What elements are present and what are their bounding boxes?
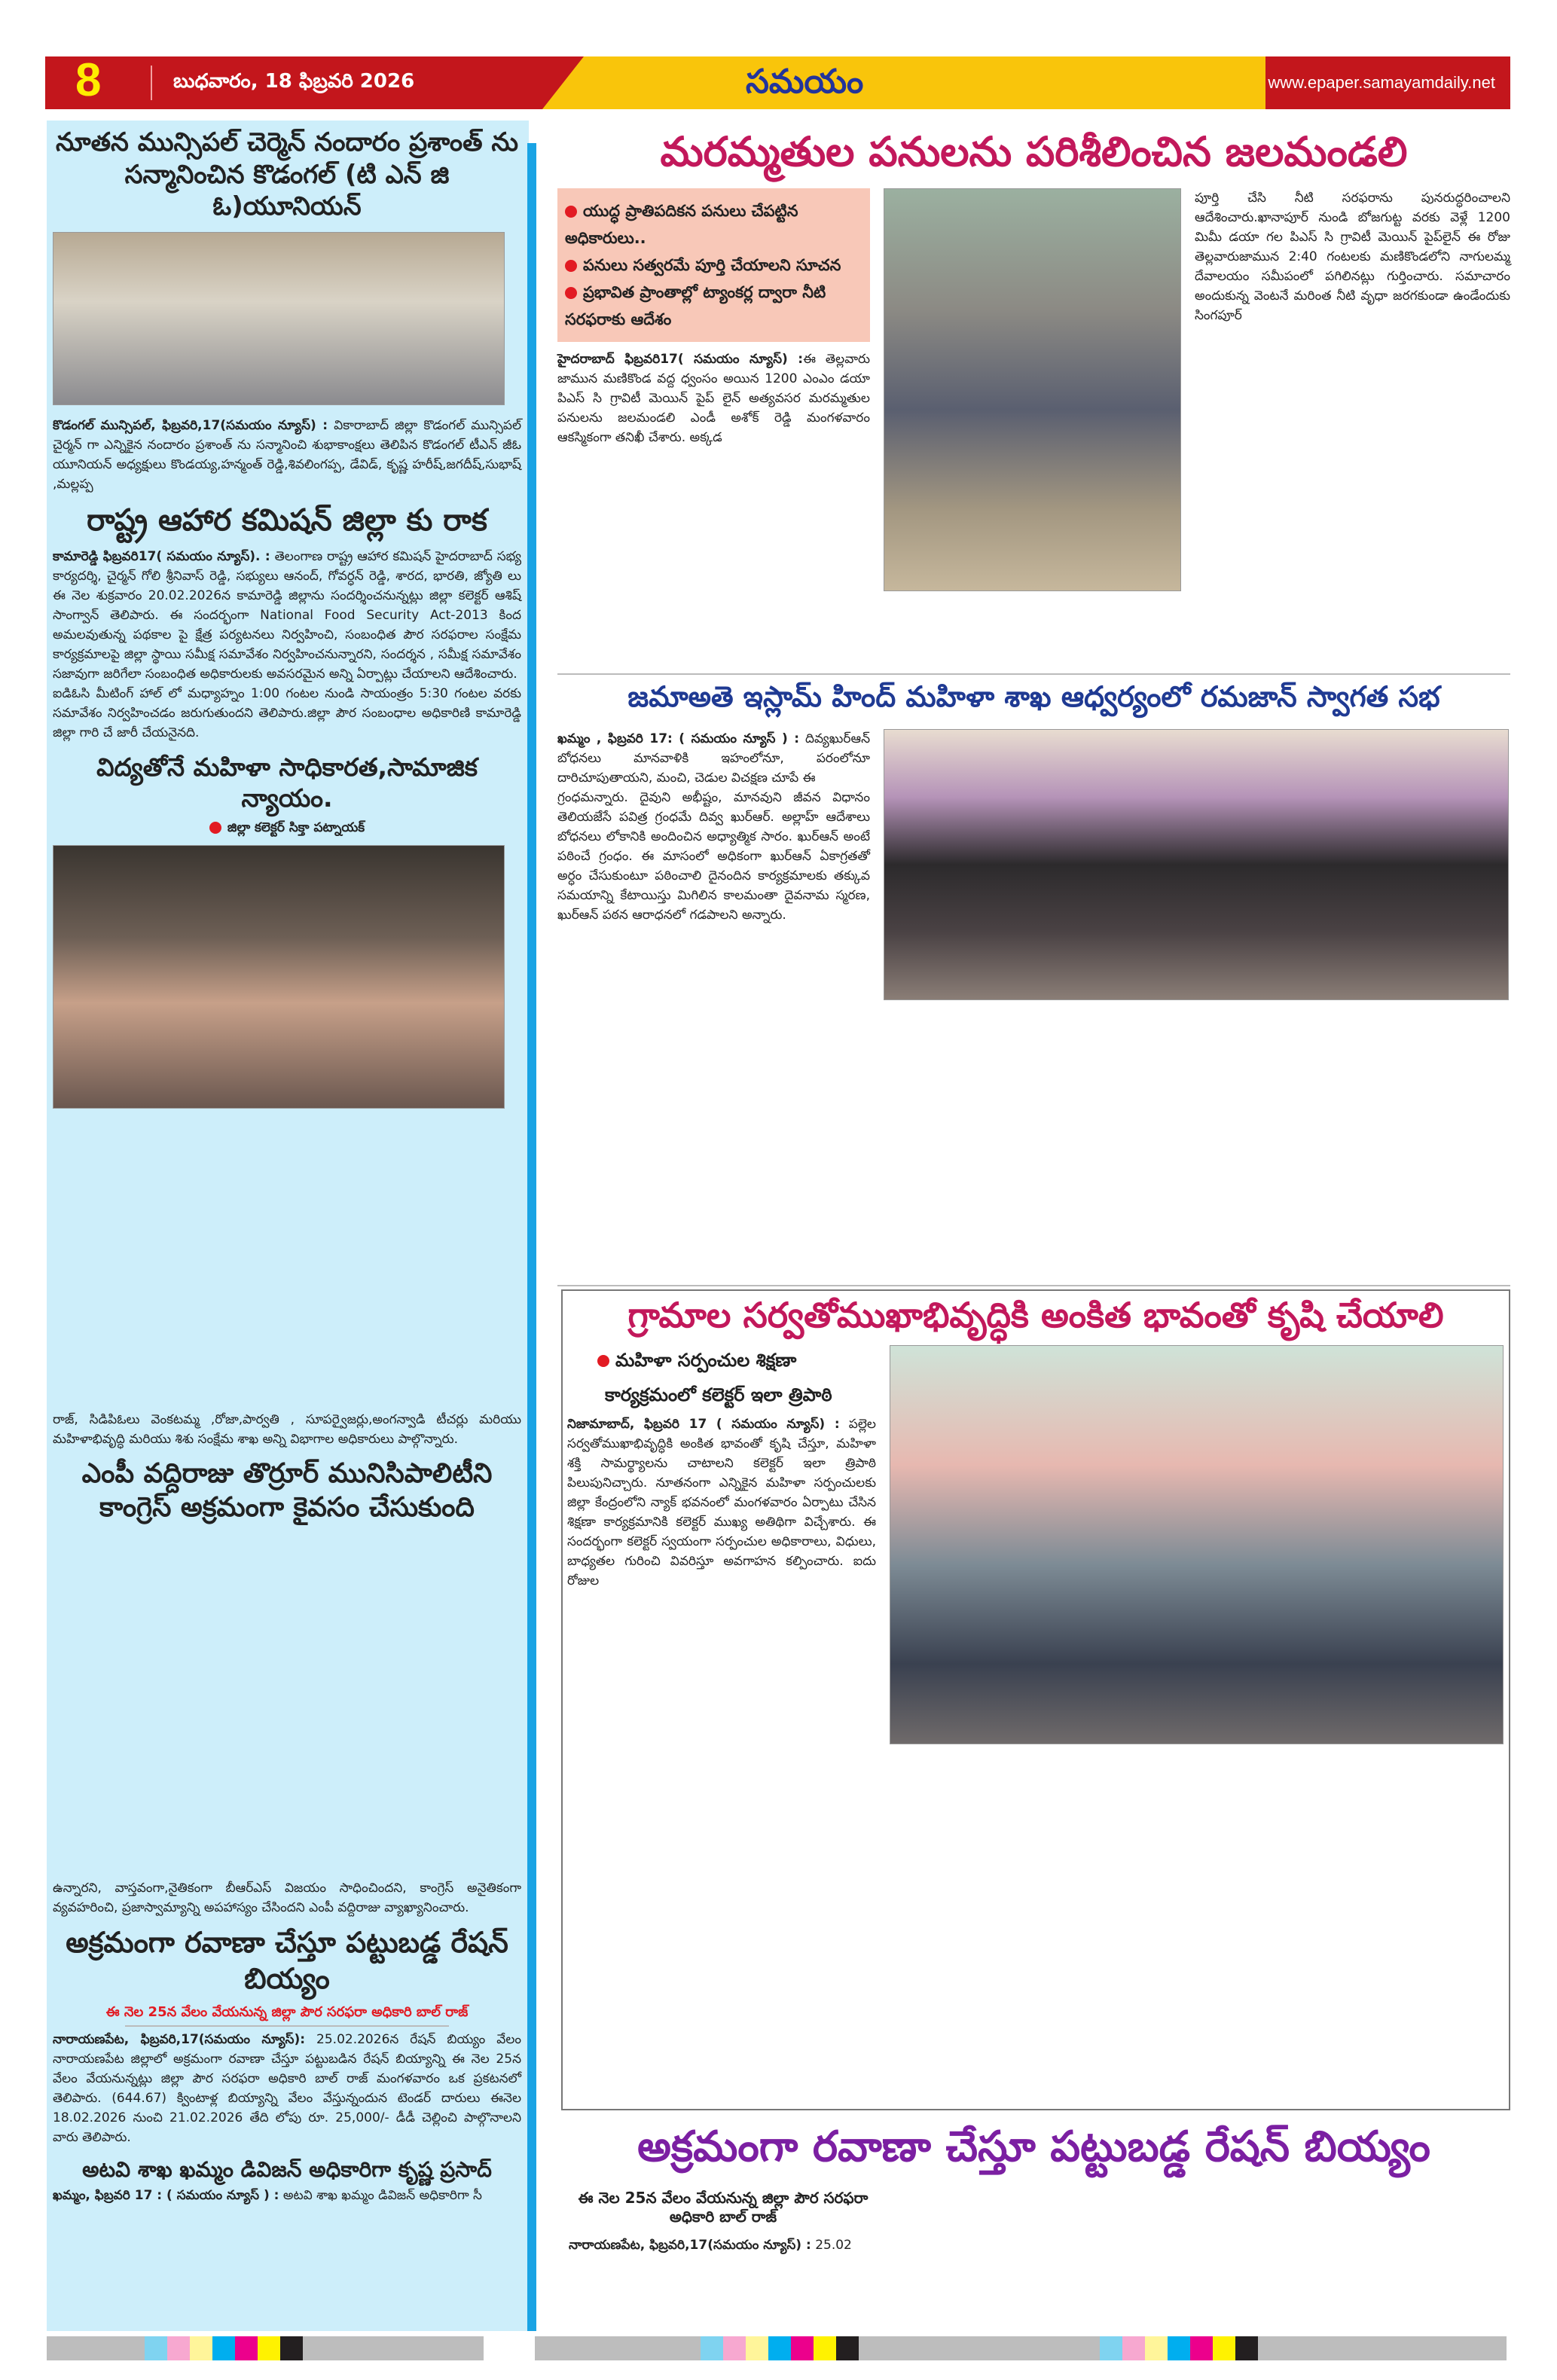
headline: జమాఅతె ఇస్లామ్ హింద్ మహిళా శాఖ ఆధ్వర్యంలో రమజాన్ స్వాగత సభ bbox=[627, 680, 1440, 713]
highlight-text: ప్రభావిత ప్రాంతాల్లో ట్యాంకర్ల ద్వారా నీటి సరఫరాకు ఆదేశం bbox=[565, 282, 826, 328]
article-box bbox=[561, 1289, 1510, 2110]
body-text: తెలంగాణ రాష్ట్ర ఆహార కమిషన్ హైదరాబాద్ సభ్య కార్యదర్శి, చైర్మన్ గోలి శ్రీనివాస్ రెడ్డి, సభ్యులు ఆనంద్, గోవర్ధన్ రెడ్డి, శారద, భారతి, జ్యోతి లు ఈ నెల శుక్రవారం 20.02.2026న కామారెడ్డి జిల్లాను సందర్శించనున్నట్లు జిల్లా కలెక్టర్ ఆశిష్ సాంగ్వాన్ తెలిపారు. ఈ సందర్భంగా National Food Security Act-2013 కింద అమలవుతున్న పథకాల పై క్షేత్ర పర్యటనలు నిర్వహించి, సంబంధిత పౌర సరఫరాల సంక్షేమ కార్యక్రమాలపై జిల్లా స్థాయి సమీక్ష సమావేశం నిర్వహించనున్నారని, సందర్శన , సమీక్ష సమావేశం సజావుగా జరిగేలా సంబంధిత అధికారులకు అవసరమైన అన్ని ఏర్పాట్లు చేయాలని ఆదేశించారు. bbox=[53, 548, 522, 682]
divider bbox=[557, 1285, 1510, 1286]
byline bbox=[53, 818, 521, 838]
article bbox=[557, 2121, 1510, 2255]
body-text: 25.02.2026న రేషన్ బియ్యం వేలం నారాయణపేట జిల్లాలో అక్రమంగా రవాణా చేస్తూ పట్టుబడిన రేషన్ బియ్యాన్ని ఈ నెల 25న వేలం వేయనున్నట్లు జిల్లా పౌర సరఫరా అధికారి బాల్ రాజ్ మంగళవారం ఒక ప్రకటనలో తెలిపారు. (644.67) క్వింటాళ్ల బియ్యాన్ని వేలం వేస్తున్నందున టెండర్ దారులు ఈనెల 18.02.2026 నుంచి 21.02.2026 తేది లోపు రూ. 25,000/- డీడీ చెల్లించి పాల్గొనాలని వారు తెలిపారు. bbox=[53, 2032, 521, 2145]
article-body bbox=[557, 349, 870, 447]
dateline: ఖమ్మం, ఫిబ్రవరి 17 : ( సమయం న్యూస్ ) : bbox=[53, 2188, 279, 2203]
body-text: దివ్యఖుర్ఆన్ బోధనలు మానవాళికి ఇహంలోనూ, పరంలోనూ దారిచూపుతాయని, మంచి, చెడుల విచక్షణ చూపే ఈ bbox=[557, 731, 871, 786]
headline: అక్రమంగా రవాణా చేస్తూ పట్టుబడ్డ రేషన్ బియ్యం bbox=[637, 2122, 1430, 2171]
print-color-bar bbox=[47, 2336, 484, 2360]
highlight-item bbox=[565, 197, 862, 252]
highlights-box bbox=[557, 188, 870, 342]
left-column-content bbox=[53, 127, 521, 2205]
article-body bbox=[53, 2186, 521, 2205]
dateline: ఖమ్మం , ఫిబ్రవరి 17: ( సమయం న్యూస్ ) : bbox=[557, 731, 800, 746]
article-body: ఉన్నారని, వాస్తవంగా,నైతికంగా బీఆర్ఎస్ విజయం సాధించిందని, కాంగ్రెస్ అనైతికంగా వ్యవహరించి, ప్రజాస్వామ్యాన్ని అపహాస్యం చేసిందని ఎంపీ వద్దిరాజు వ్యాఖ్యానించారు. bbox=[53, 1881, 521, 1915]
page-number: 8 bbox=[75, 56, 102, 106]
article-body bbox=[53, 2030, 521, 2147]
photo-collector-event bbox=[53, 845, 505, 1109]
subheadline-text: మహిళా సర్పంచుల శిక్షణా bbox=[615, 1349, 797, 1371]
headline: విద్యతోనే మహిళా సాధికారత,సామాజిక న్యాయం. bbox=[96, 752, 478, 813]
main-content bbox=[557, 127, 1510, 2255]
masthead-yellow-band bbox=[542, 56, 1265, 109]
dateline: నారాయణపేట, ఫిబ్రవరి,17(సమయం న్యూస్) : bbox=[569, 2238, 811, 2253]
article-body bbox=[557, 729, 870, 925]
photo-pipeline-inspection bbox=[884, 188, 1181, 591]
headline: గ్రామాల సర్వతోముఖాభివృద్ధికి అంకిత భావంతో కృషి చేయాలి bbox=[627, 1295, 1444, 1335]
bullet-icon bbox=[565, 260, 577, 272]
article-body: పూర్తి చేసి నీటి సరఫరాను పునరుద్ధరించాలని ఆదేశించారు.ఖానాపూర్ నుండి బోజగుట్ట వరకు వెళ్లే 1200 మిమీ డయా గల పిఎస్ సి గ్రావిటీ మెయిన్ పైప్‌లైన్ ఈ రోజు తెల్లవారుజామున 2:40 గంటలకు మణికొండలోని నాగులమ్మ దేవాలయం సమీపంలో పగిలినట్లు గుర్తించారు. సమాచారం అందుకున్న వెంటనే మరింత నీటి వృధా జరగకుండా ఉండేందుకు సింగపూర్ bbox=[1195, 190, 1510, 323]
subheadline bbox=[567, 1345, 876, 1375]
dateline: కొడంగల్ మున్సిపల్, ఫిబ్రవరి,17(సమయం న్యూస్) : bbox=[53, 417, 328, 433]
highlight-text: యుద్ధ ప్రాతిపదికన పనులు చేపట్టిన అధికారులు.. bbox=[565, 201, 798, 247]
bullet-icon bbox=[209, 822, 221, 834]
divider bbox=[557, 673, 1510, 675]
body-text: 25.02 bbox=[815, 2238, 852, 2253]
epaper-url[interactable]: www.epaper.samayamdaily.net bbox=[1268, 73, 1495, 92]
subheadline: ఈ నెల 25న వేలం వేయనున్న జిల్లా పౌర సరఫరా అధికారి బాల్ రాజ్ bbox=[578, 2189, 869, 2226]
subheadline: ఈ నెల 25న వేలం వేయనున్న జిల్లా పౌర సరఫరా అధికారి బాల్ రాజ్ bbox=[105, 2004, 469, 2020]
body-text: ఐడిఓసి మీటింగ్ హాల్ లో మధ్యాహ్నం 1:00 గంటల నుండి సాయంత్రం 5:30 గంటల వరకు సమావేశం నిర్వహించడం జరుగుతుందని తెలిపారు.జిల్లా పౌర సంబంధాల అధికారిణి కామారెడ్డి జిల్లా గారి చే జారీ చేయనైనది. bbox=[53, 685, 521, 740]
body-text: ఈ తెల్లవారు జామున మణికొండ వద్ద ధ్వంసం అయిన 1200 ఎంఎం డయా పిఎస్ సి గ్రావిటీ మెయిన్ పైప్ లైన్ అత్యవసర మరమ్మతుల పనులను జలమండలి ఎండీ అశోక్ రెడ్డి మంగళవారం ఆకస్మికంగా తనిఖీ చేశారు. అక్కడ bbox=[557, 351, 870, 445]
dateline: నారాయణపేట, ఫిబ్రవరి,17(సమయం న్యూస్): bbox=[53, 2032, 306, 2047]
highlight-text: పనులు సత్వరమే పూర్తి చేయాలని సూచన bbox=[583, 255, 841, 274]
photo-sarpanch-training bbox=[890, 1345, 1504, 1744]
body-text: అటవి శాఖ ఖమ్మం డివిజన్ అధికారిగా సీ bbox=[282, 2188, 482, 2203]
article-body bbox=[569, 2235, 878, 2255]
divider bbox=[125, 2025, 449, 2027]
headline: నూతన మున్సిపల్ చెర్మెన్ నందారం ప్రశాంత్ ను సన్మానించిన కొడంగల్ (టి ఎన్ జి ఓ)యూనియన్ bbox=[56, 127, 518, 221]
masthead-bar bbox=[45, 56, 1510, 109]
headline: మరమ్మతుల పనులను పరిశీలించిన జలమండలి bbox=[660, 128, 1408, 175]
headline: అక్రమంగా రవాణా చేస్తూ పట్టుబడ్డ రేషన్ బియ్యం bbox=[66, 1926, 508, 1995]
byline-text: జిల్లా కలెక్టర్ సిక్తా పట్నాయక్ bbox=[227, 820, 365, 835]
headline: ఎంపీ వద్దిరాజు తొర్రూర్ మునిసిపాలిటీని కాంగ్రెస్ అక్రమంగా కైవసం చేసుకుంది bbox=[81, 1458, 493, 1523]
issue-date: బుధవారం, 18 ఫిబ్రవరి 2026 bbox=[173, 70, 415, 93]
bullet-icon bbox=[565, 287, 577, 299]
column-accent-bar bbox=[527, 143, 536, 2331]
article-body bbox=[567, 1414, 876, 1591]
headline: అటవి శాఖ ఖమ్మం డివిజన్ అధికారిగా కృష్ణ ప్రసాద్ bbox=[82, 2157, 492, 2182]
subheadline: కార్యక్రమంలో కలెక్టర్ ఇలా త్రిపాఠి bbox=[605, 1384, 832, 1405]
article-body: రాజ్, సిడిపిఓలు వెంకటమ్మ ,రోజా,పార్వతి , సూపర్వైజర్లు,అంగన్వాడి టీచర్లు మరియు మహిళాభివృద్ధి మరియు శిశు సంక్షేమ శాఖ అన్ని విభాగాల అధికారులు పాల్గొన్నారు. bbox=[53, 1412, 521, 1447]
photo-union-felicitation bbox=[53, 232, 505, 405]
article bbox=[557, 679, 1510, 1282]
article-body bbox=[53, 547, 521, 743]
headline: రాష్ట్ర ఆహార కమిషన్ జిల్లా కు రాక bbox=[87, 502, 487, 538]
dateline: కామారెడ్డి ఫిబ్రవరి17( సమయం న్యూస్). : bbox=[53, 548, 270, 564]
highlight-item bbox=[565, 279, 862, 333]
article bbox=[557, 127, 1510, 670]
divider bbox=[151, 66, 152, 100]
print-color-bar bbox=[535, 2336, 1040, 2360]
photo-ramzan-meeting bbox=[884, 729, 1509, 1000]
bullet-icon bbox=[597, 1355, 609, 1367]
body-text: వికారాబాద్ జిల్లా కొడంగల్ మున్సిపల్ చైర్మన్ గా ఎన్నికైన నందారం ప్రశాంత్ ను సన్మానించి శుభాకాంక్షలు తెలిపిన కొడంగల్ టీఎన్ జీఓ యూనియన్ అధ్యక్షులు కొండయ్య,హన్మంత్ రెడ్డి,శివలింగప్ప, డేవిడ్, కృష్ణ హరీష్,జగదీష్,సుభాష్ ,మల్లప్ప bbox=[53, 417, 522, 492]
newspaper-title: సమయం bbox=[746, 63, 864, 101]
body-text: గ్రంధమన్నారు. దైవుని అభీష్టం, మానవుని జీవన విధానం తెలియజేసే పవిత్ర గ్రంధమే దివ్వ ఖుర్ఆర్. అల్లాహ్ ఆదేశాలు బోధనలు లోకానికి అందించిన అధ్యాత్మిక సారం. ఖుర్ఆన్ అంటే పఠించే గ్రంధం. ఈ మాసంలో అధికంగా ఖుర్ఆన్ ఏకాగ్రతతో అర్ధం చేసుకుంటూ పఠించాలి దైనందిన కార్యక్రమాలకు తక్కువ సమయాన్ని కేటాయిస్తు మిగిలిన కాలమంతా దైవనామ స్మరణ, ఖుర్ఆన్ పఠన ఆరాధనలో గడపాలని అన్నారు. bbox=[557, 789, 870, 923]
dateline: నిజామాబాద్, ఫిబ్రవరి 17 ( సమయం న్యూస్) : bbox=[567, 1416, 840, 1432]
highlight-item bbox=[565, 252, 862, 279]
bullet-icon bbox=[565, 206, 577, 218]
body-text: పల్లెల సర్వతోముఖాభివృద్ధికి అంకిత భావంతో కృషి చేస్తూ, మహిళా శక్తి సామర్థ్యాలను చాటాలని కలెక్టర్ ఇలా త్రిపాఠి పిలుపునిచ్చారు. నూతనంగా ఎన్నికైన మహిళా సర్పంచులకు జిల్లా కేంద్రంలోని న్యాక్ భవనంలో మంగళవారం ఏర్పాటు చేసిన శిక్షణా కార్యక్రమానికి కలెక్టర్ ముఖ్య అతిథిగా విచ్చేశారు. ఈ సందర్భంగా కలెక్టర్ స్వయంగా సర్పంచుల అధికారాలు, విధులు, బాధ్యతల గురించి వివరిస్తూ అవగాహన కల్పించారు. ఐదు రోజుల bbox=[567, 1416, 876, 1588]
print-color-bar bbox=[1040, 2336, 1507, 2360]
article-body bbox=[53, 416, 521, 494]
dateline: హైదరాబాద్ ఫిబ్రవరి17( సమయం న్యూస్) : bbox=[557, 351, 804, 367]
